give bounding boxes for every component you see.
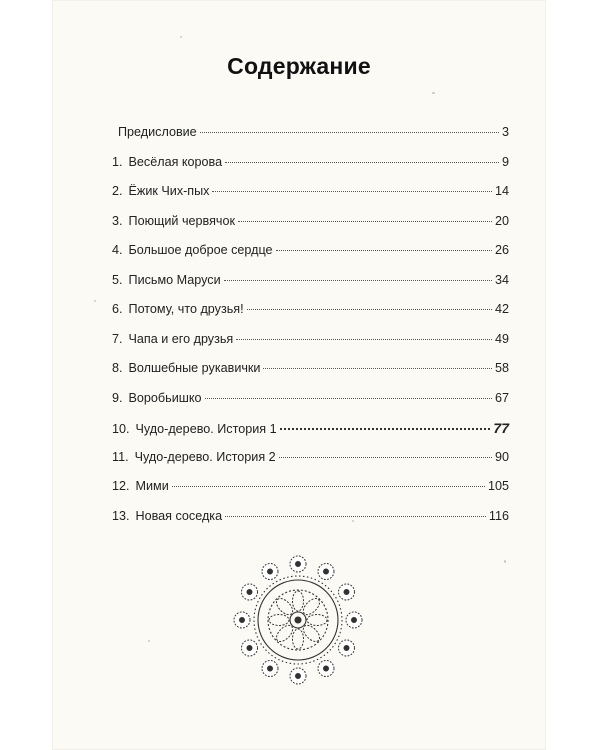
leader-dots: [276, 250, 492, 251]
toc-entry[interactable]: [112, 302, 509, 332]
leader-dots: [200, 132, 499, 133]
entry-number: 6.: [112, 302, 123, 316]
leader-dots: [280, 428, 491, 430]
entry-page: 14: [494, 184, 509, 198]
entry-page: 49: [494, 331, 509, 346]
entry-title: Чудо-дерево. История 2: [134, 449, 276, 464]
toc-entry[interactable]: [112, 420, 509, 450]
entry-number: 7.: [112, 331, 123, 346]
toc-entry[interactable]: [112, 450, 509, 480]
ornament-dot: [324, 569, 329, 574]
ornament-dot: [324, 666, 329, 671]
page-title: Содержание: [227, 53, 371, 80]
entry-number: 13.: [112, 508, 130, 523]
entry-page: 58: [494, 361, 509, 375]
leader-dots: [236, 339, 492, 340]
entry-page: 26: [494, 243, 509, 257]
entry-number: 5.: [112, 272, 123, 287]
leader-dots: [225, 516, 486, 517]
leader-dots: [247, 309, 492, 310]
ornament-petal: [293, 629, 304, 649]
toc-entry[interactable]: [112, 184, 509, 214]
entry-number: 10.: [112, 422, 130, 436]
paper-speck: [504, 560, 506, 563]
entry-number: 8.: [112, 361, 123, 375]
entry-title: Волшебные рукавички: [128, 361, 261, 375]
entry-number: 9.: [112, 390, 123, 405]
ornament-dot: [268, 569, 273, 574]
ornament-dot: [296, 562, 301, 567]
paper-speck: [148, 640, 150, 642]
toc-entry[interactable]: [112, 361, 509, 391]
leader-dots: [172, 486, 485, 487]
entry-number: 2.: [112, 184, 123, 198]
entry-number: 12.: [112, 479, 130, 493]
entry-title: Чудо-дерево. История 1: [135, 422, 277, 436]
paper-speck: [94, 300, 96, 302]
toc-entry[interactable]: [112, 273, 509, 303]
paper-speck: [180, 36, 182, 38]
entry-number: 4.: [112, 243, 123, 257]
entry-page: 20: [494, 213, 509, 228]
entry-page: 9: [501, 154, 509, 169]
entry-page: 42: [494, 302, 509, 316]
book-page: [52, 0, 546, 750]
entry-page: 90: [494, 449, 509, 464]
leader-dots: [279, 457, 492, 458]
toc-entry[interactable]: [112, 214, 509, 244]
leader-dots: [238, 221, 492, 222]
ornament-dot: [296, 674, 301, 679]
leader-dots: [205, 398, 492, 399]
entry-title: Поющий червячок: [128, 213, 235, 228]
paper-speck: [432, 92, 435, 94]
ornament-dot: [344, 646, 349, 651]
toc-entry[interactable]: [112, 155, 509, 185]
leader-dots: [225, 162, 499, 163]
ornament-dot: [247, 590, 252, 595]
entry-number: 1.: [112, 154, 123, 169]
ornament-petal: [293, 591, 304, 611]
entry-title: Предисловие: [118, 125, 197, 139]
lace-rosette-icon: [228, 550, 368, 690]
toc-entry[interactable]: [112, 332, 509, 362]
entry-page: 3: [501, 125, 509, 139]
entry-title: Чапа и его друзья: [128, 331, 234, 346]
toc-entry[interactable]: [112, 125, 509, 155]
ornament-petal: [269, 615, 289, 626]
entry-title: Мими: [135, 479, 169, 493]
ornament-dot: [352, 618, 357, 623]
entry-title: Новая соседка: [135, 508, 223, 523]
entry-title: Потому, что друзья!: [128, 302, 244, 316]
entry-title: Ёжик Чих-пых: [128, 184, 210, 198]
entry-title: Воробьишко: [128, 390, 202, 405]
entry-title: Весёлая корова: [128, 154, 223, 169]
entry-page: 67: [494, 390, 509, 405]
toc-entry[interactable]: [112, 479, 509, 509]
leader-dots: [212, 191, 492, 192]
table-of-contents: [112, 125, 509, 538]
leader-dots: [224, 280, 492, 281]
entry-page: 34: [494, 272, 509, 287]
ornament-dot: [268, 666, 273, 671]
toc-entry[interactable]: [112, 243, 509, 273]
entry-page: 105: [487, 479, 509, 493]
ornament-dot: [240, 618, 245, 623]
entry-number: 11.: [112, 449, 129, 464]
ornament-dot: [247, 646, 252, 651]
entry-page: 116: [488, 508, 509, 523]
entry-title: Большое доброе сердце: [128, 243, 273, 257]
ornament-petal: [307, 615, 327, 626]
entry-title: Письмо Маруси: [128, 272, 221, 287]
toc-entry[interactable]: [112, 391, 509, 421]
entry-page: 77: [493, 420, 509, 436]
leader-dots: [263, 368, 492, 369]
ornament-dot: [344, 590, 349, 595]
toc-entry[interactable]: [112, 509, 509, 539]
entry-number: 3.: [112, 213, 123, 228]
